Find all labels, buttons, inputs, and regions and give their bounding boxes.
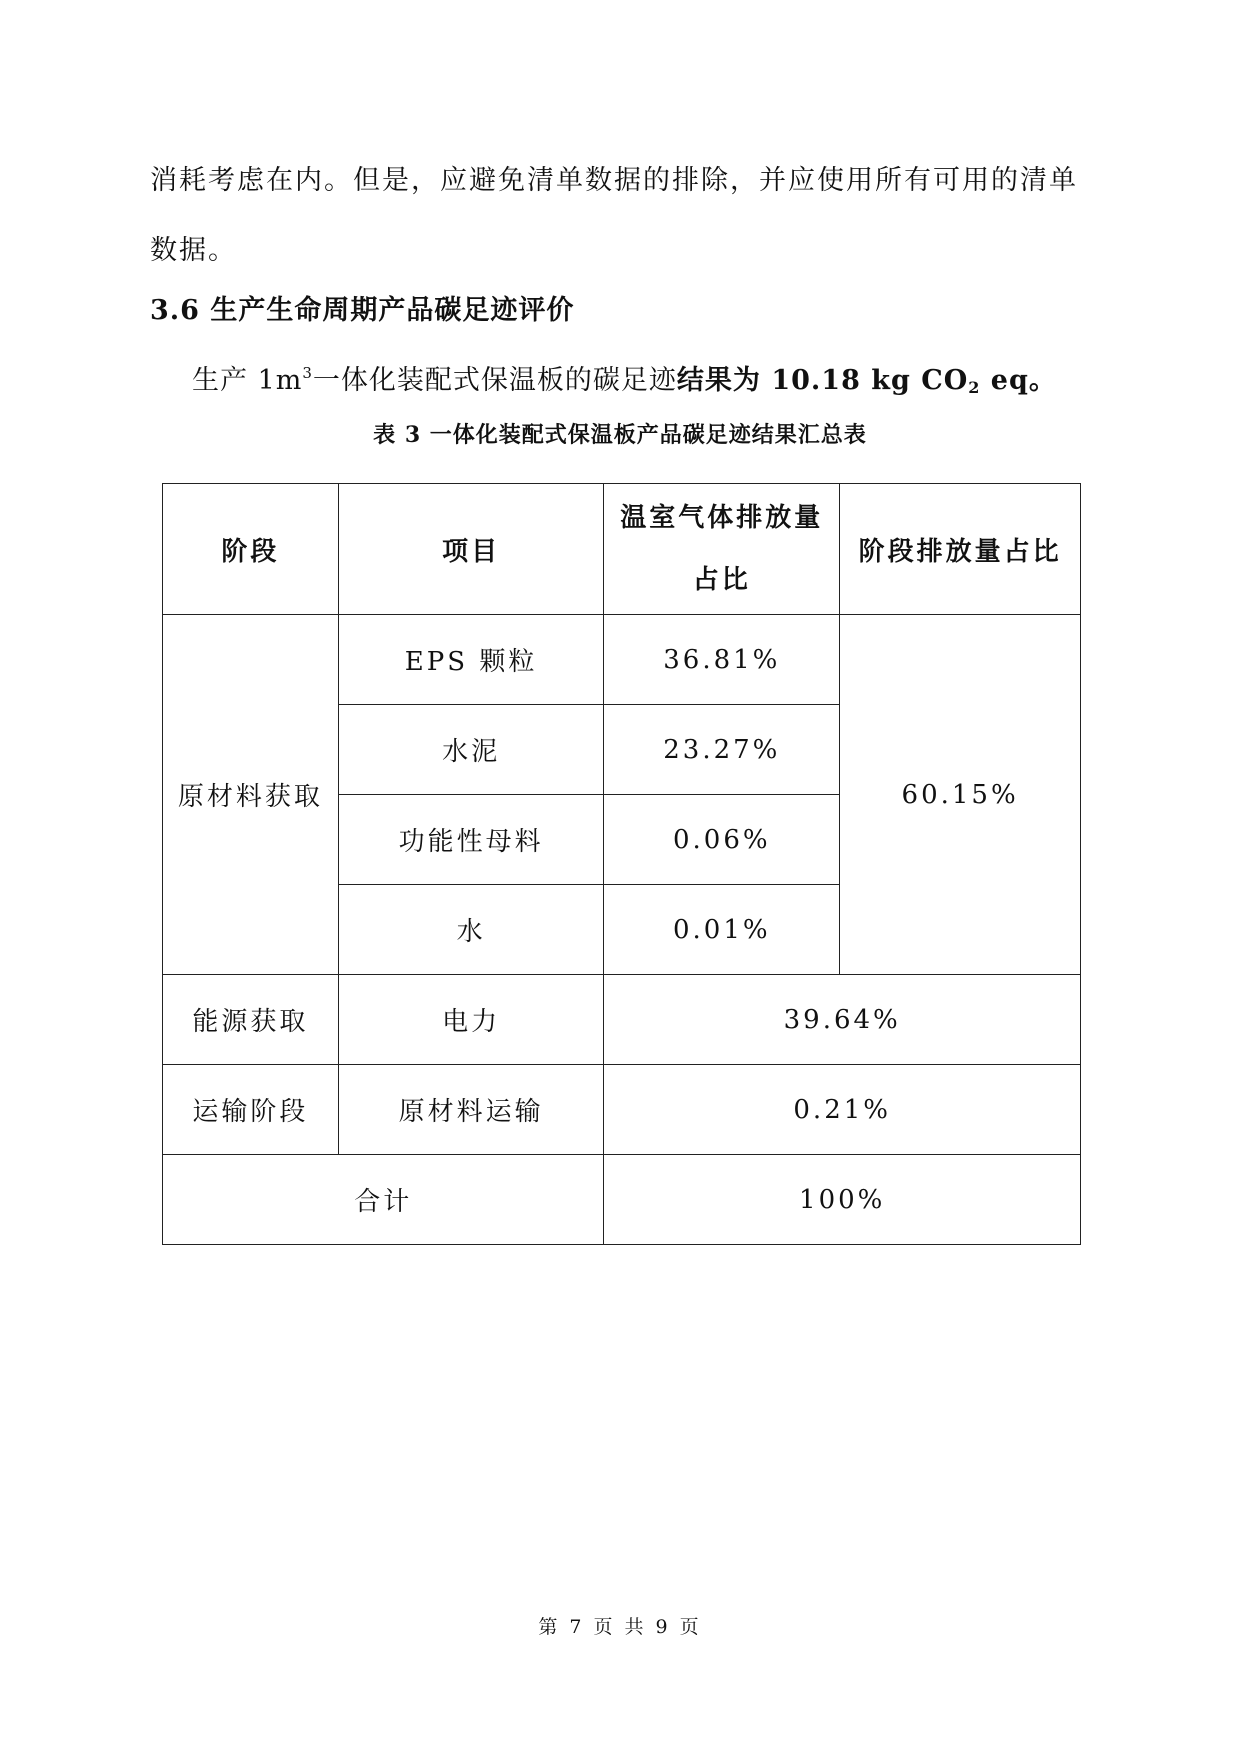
- header-ghg-share-line1: 温室气体排放量: [620, 503, 824, 533]
- table-header-row: [163, 484, 1081, 615]
- stage-raw-material: 原材料获取: [163, 615, 339, 975]
- table-row: [163, 975, 1081, 1065]
- item-cell: 水: [338, 885, 604, 975]
- result-superscript: 3: [302, 364, 313, 382]
- section-heading: 3.6 生产生命周期产品碳足迹评价: [150, 295, 575, 326]
- intro-paragraph: 消耗考虑在内。但是，应避免清单数据的排除，并应使用所有可用的清单数据。: [150, 165, 1078, 266]
- share-cell: 0.21%: [604, 1065, 1081, 1155]
- header-stage: 阶段: [163, 484, 339, 615]
- item-cell: 功能性母料: [338, 795, 604, 885]
- result-sentence: [192, 358, 1057, 397]
- total-share: 100%: [604, 1155, 1081, 1245]
- header-ghg-share-line2: 占比: [692, 565, 751, 595]
- header-ghg-share: [604, 484, 840, 615]
- result-subscript: 2: [968, 378, 981, 397]
- share-cell: 39.64%: [604, 975, 1081, 1065]
- result-prefix: 生产 1m: [192, 365, 303, 396]
- stage-transport: 运输阶段: [163, 1065, 339, 1155]
- share-cell: 23.27%: [604, 705, 840, 795]
- stage-energy: 能源获取: [163, 975, 339, 1065]
- item-cell: 电力: [338, 975, 604, 1065]
- share-cell: 0.01%: [604, 885, 840, 975]
- total-label: 合计: [163, 1155, 604, 1245]
- result-bold-label: 结果为 10.18 kg CO: [676, 365, 969, 396]
- header-item: 项目: [338, 484, 604, 615]
- table-caption: 表 3 一体化装配式保温板产品碳足迹结果汇总表: [373, 422, 867, 448]
- share-cell: 36.81%: [604, 615, 840, 705]
- table-total-row: [163, 1155, 1081, 1245]
- result-bold-suffix: eq: [980, 365, 1029, 396]
- header-stage-share: 阶段排放量占比: [840, 484, 1081, 615]
- result-end: 。: [1028, 365, 1057, 396]
- result-middle: 一体化装配式保温板的碳足迹: [312, 365, 677, 396]
- item-cell: EPS 颗粒: [338, 615, 604, 705]
- item-cell: 水泥: [338, 705, 604, 795]
- page-footer: 第 7 页 共 9 页: [538, 1616, 702, 1638]
- item-cell: 原材料运输: [338, 1065, 604, 1155]
- stage-share-raw-material: 60.15%: [840, 615, 1081, 975]
- table-row: [163, 1065, 1081, 1155]
- table-row: [163, 615, 1081, 705]
- share-cell: 0.06%: [604, 795, 840, 885]
- carbon-footprint-table: [162, 483, 1081, 1245]
